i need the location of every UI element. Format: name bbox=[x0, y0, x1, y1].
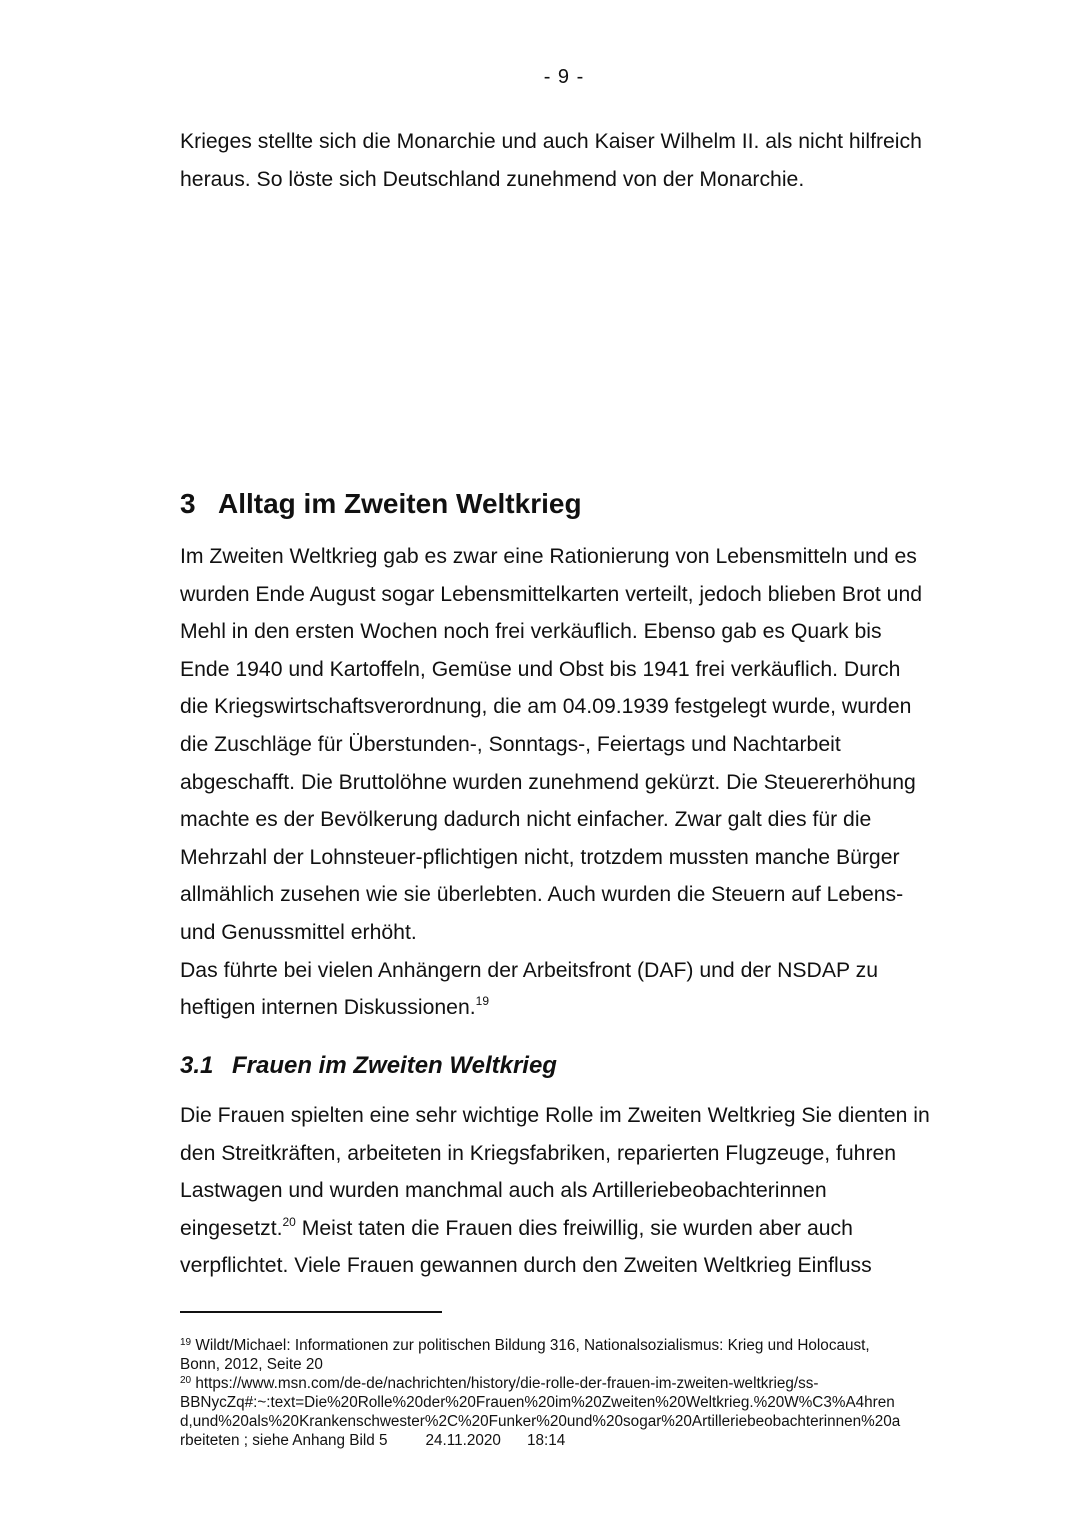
section-body-paragraph bbox=[180, 538, 960, 1027]
text-line-content: eingesetzt. bbox=[180, 1216, 283, 1240]
text-line: die Zuschläge für Überstunden-, Sonntags-, Feiertags und Nachtarbeit bbox=[180, 732, 841, 756]
subsection-body-paragraph bbox=[180, 1097, 960, 1285]
text-line: Krieges stellte sich die Monarchie und auch Kaiser Wilhelm II. als nicht hilfreich bbox=[180, 130, 922, 153]
footnote-reference[interactable]: 20 bbox=[282, 1214, 296, 1229]
footnote-line: Bonn, 2012, Seite 20 bbox=[180, 1356, 323, 1373]
text-line: Mehl in den ersten Wochen noch frei verkäuflich. Ebenso gab es Quark bis bbox=[180, 620, 882, 644]
text-line-content: heftigen internen Diskussionen. bbox=[180, 996, 476, 1020]
footnote-line bbox=[180, 1431, 970, 1450]
footnote-marker: 20 bbox=[180, 1375, 192, 1386]
subsection-heading bbox=[180, 1052, 557, 1080]
text-line: und Genussmittel erhöht. bbox=[180, 920, 417, 944]
footnote-line bbox=[180, 1374, 970, 1393]
text-line: Das führte bei vielen Anhängern der Arbeitsfront (DAF) und der NSDAP zu bbox=[180, 958, 878, 982]
text-line: den Streitkräften, arbeiteten in Kriegsfabriken, reparierten Flugzeuge, fuhren bbox=[180, 1141, 897, 1165]
footnote-reference[interactable]: 19 bbox=[475, 994, 489, 1009]
subsection-number: 3.1 bbox=[180, 1052, 214, 1079]
section-heading bbox=[180, 488, 582, 520]
text-line: machte es der Bevölkerung dadurch nicht einfacher. Zwar galt dies für die bbox=[180, 808, 872, 832]
footnote-url[interactable]: https://www.msn.com/de-de/nachrichten/history/die-rolle-der-frauen-im-zweiten-weltkrieg/ss- bbox=[191, 1375, 819, 1392]
footnote-url[interactable]: BBNycZq#:~:text=Die%20Rolle%20der%20Frauen%20im%20Zweiten%20Weltkrieg.%20W%C3%A4hren bbox=[180, 1394, 895, 1411]
text-line: wurden Ende August sogar Lebensmittelkarten verteilt, jedoch blieben Brot und bbox=[180, 582, 923, 606]
footnote-marker: 19 bbox=[180, 1337, 192, 1348]
text-line: allmählich zusehen wie sie überlebten. Auch wurden die Steuern auf Lebens- bbox=[180, 883, 904, 907]
footnote-date: 24.11.2020 bbox=[425, 1432, 501, 1449]
text-line: Lastwagen und wurden manchmal auch als Artilleriebeobachterinnen bbox=[180, 1179, 827, 1203]
text-line: abgeschafft. Die Bruttolöhne wurden zunehmend gekürzt. Die Steuererhöhung bbox=[180, 770, 916, 794]
footnote-text: Wildt/Michael: Informationen zur politischen Bildung 316, Nationalsozialismus: Krieg und Holocaust, bbox=[191, 1337, 870, 1354]
footnote-line bbox=[180, 1336, 970, 1355]
intro-paragraph bbox=[180, 123, 960, 198]
footnote-url[interactable]: d,und%20als%20Krankenschwester%2C%20Funker%20und%20sogar%20Artilleriebeobachterinnen%20a bbox=[180, 1413, 901, 1430]
subsection-title: Frauen im Zweiten Weltkrieg bbox=[232, 1052, 557, 1079]
text-line: Ende 1940 und Kartoffeln, Gemüse und Obst bis 1941 frei verkäuflich. Durch bbox=[180, 657, 901, 681]
text-line: Die Frauen spielten eine sehr wichtige Rolle im Zweiten Weltkrieg Sie dienten in bbox=[180, 1104, 930, 1127]
footnote-19 bbox=[180, 1336, 970, 1374]
text-line: heraus. So löste sich Deutschland zunehmend von der Monarchie. bbox=[180, 167, 805, 191]
text-line: Mehrzahl der Lohnsteuer-pflichtigen nicht, trotzdem mussten manche Bürger bbox=[180, 845, 900, 869]
footnote-text: rbeiteten ; siehe Anhang Bild 5 bbox=[180, 1432, 388, 1449]
page-number: - 9 - bbox=[543, 66, 585, 88]
text-line: die Kriegswirtschaftsverordnung, die am 04.09.1939 festgelegt wurde, wurden bbox=[180, 695, 912, 719]
footnote-separator bbox=[180, 1311, 442, 1313]
text-line-content: Meist taten die Frauen dies freiwillig, sie wurden aber auch bbox=[295, 1216, 853, 1240]
text-line: verpflichtet. Viele Frauen gewannen durch den Zweiten Weltkrieg Einfluss bbox=[180, 1254, 872, 1278]
footnotes bbox=[180, 1336, 970, 1450]
text-line bbox=[180, 1210, 960, 1248]
text-line: Im Zweiten Weltkrieg gab es zwar eine Rationierung von Lebensmitteln und es bbox=[180, 545, 917, 568]
section-number: 3 bbox=[180, 488, 196, 519]
footnote-time: 18:14 bbox=[526, 1432, 566, 1449]
section-title: Alltag im Zweiten Weltkrieg bbox=[218, 488, 582, 519]
text-line bbox=[180, 989, 960, 1027]
footnote-20 bbox=[180, 1374, 970, 1450]
